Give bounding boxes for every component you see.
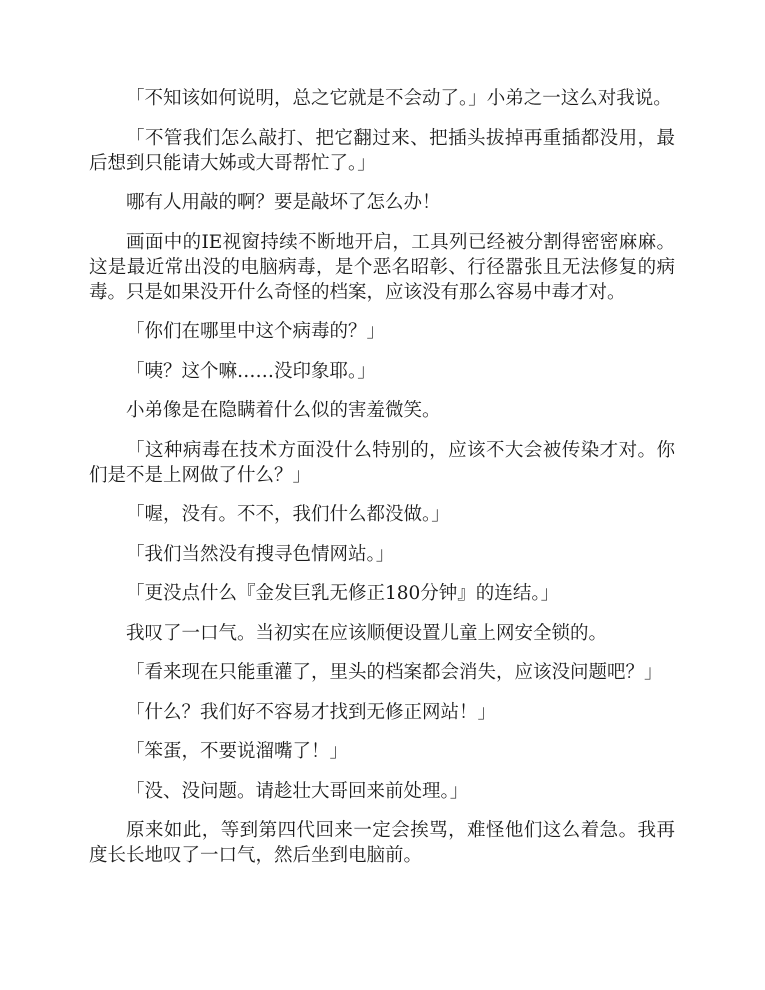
paragraph: 「不知该如何说明，总之它就是不会动了。」小弟之一这么对我说。 <box>126 88 672 109</box>
paragraph: 哪有人用敲的啊？要是敲坏了怎么办！ <box>126 192 441 213</box>
paragraph: 「更没点什么『金发巨乳无修正180分钟』的连结。」 <box>126 583 560 604</box>
document-page <box>89 86 675 883</box>
paragraph: 小弟像是在隐瞒着什么似的害羞微笑。 <box>126 400 441 421</box>
paragraph: 「这种病毒在技术方面没什么特别的，应该不大会被传染才对。你们是不是上网做了什么？」 <box>89 439 675 486</box>
paragraph: 画面中的IE视窗持续不断地开启，工具列已经被分割得密密麻麻。这是最近常出没的电脑病毒，是个恶名昭彰、行径嚣张且无法修复的病毒。只是如果没开什么奇怪的档案，应该没有那么容易中毒才对。 <box>89 231 675 303</box>
paragraph: 「没、没问题。请趁壮大哥回来前处理。」 <box>126 780 469 802</box>
paragraph: 「喔，没有。不不，我们什么都没做。」 <box>126 504 450 525</box>
paragraph: 我叹了一口气。当初实在应该顺便设置儿童上网安全锁的。 <box>126 622 608 644</box>
paragraph: 「看来现在只能重灌了，里头的档案都会消失，应该没问题吧？」 <box>126 662 663 683</box>
paragraph: 「你们在哪里中这个病毒的？」 <box>126 321 386 342</box>
paragraph: 「笨蛋，不要说溜嘴了！」 <box>126 741 349 762</box>
paragraph: 「什么？我们好不容易才找到无修正网站！」 <box>126 701 497 723</box>
paragraph: 「不管我们怎么敲打、把它翻过来、把插头拔掉再重插都没用，最后想到只能请大姊或大哥帮忙了。」 <box>89 127 675 174</box>
paragraph: 「咦？这个嘛……没印象耶。」 <box>126 360 376 382</box>
paragraph: 原来如此，等到第四代回来一定会挨骂，难怪他们这么着急。我再度长长地叹了一口气，然后坐到电脑前。 <box>89 820 675 866</box>
paragraph: 「我们当然没有搜寻色情网站。」 <box>126 543 395 565</box>
